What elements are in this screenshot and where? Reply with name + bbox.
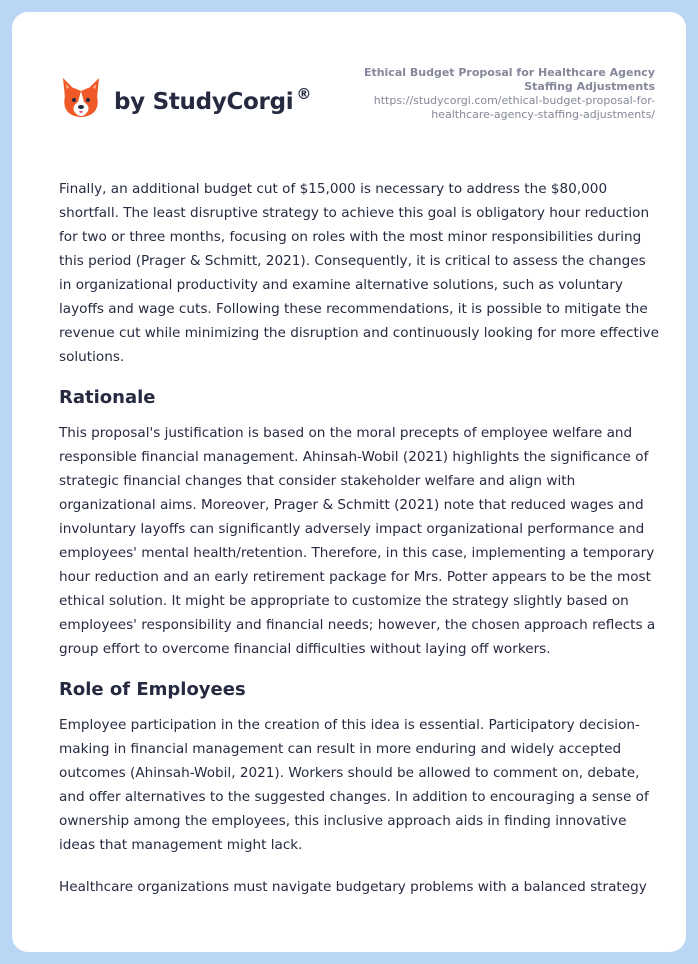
employees-paragraph: Employee participation in the creation of this idea is essential. Participatory decision-making in financial management can result in more enduring and widely accepted outcomes (Ahinsah-Wobil, 2021). Workers should be allowed to comment on, debate, and offer alternatives to the suggested changes. In addition to encouraging a sense of ownership among the employees, this inclusive approach aids in finding innovative ideas that management might lack.: [59, 717, 649, 853]
employees-heading: Role of Employees: [59, 679, 246, 700]
rationale-heading: Rationale: [59, 387, 156, 408]
registered-mark: ®: [296, 85, 312, 103]
rationale-paragraph: This proposal's justification is based on the moral precepts of employee welfare and responsible financial management. Ahinsah-Wobil (2021) highlights the significance of strategic financial changes that consider stakeholder welfare and align with organizational aims. Moreover, Prager & Schmitt (2021) note that reduced wages and involuntary layoffs can significantly adversely impact organizational performance and employees' mental health/retention. Therefore, in this case, implementing a temporary hour reduction and an early retirement package for Mrs. Potter appears to be the most ethical solution. It might be appropriate to customize the strategy slightly based on employees' responsibility and financial needs; however, the chosen approach reflects a group effort to overcome financial difficulties without laying off workers.: [59, 425, 656, 657]
studycorgi-logo[interactable]: [60, 76, 311, 120]
document-title: Ethical Budget Proposal for Healthcare Agency Staffing Adjustments: [363, 66, 655, 93]
document-meta: [315, 66, 655, 122]
brand-name: by StudyCorgi ®: [114, 85, 312, 115]
intro-paragraph: Finally, an additional budget cut of $15,000 is necessary to address the $80,000 shortfall. The least disruptive strategy to achieve this goal is obligatory hour reduction for two or three months, focusing on roles with the most minor responsibilities during this period (Prager & Schmitt, 2021). Consequently, it is critical to assess the changes in organizational productivity and examine alternative solutions, such as voluntary layoffs and wage cuts. Following these recommendations, it is possible to mitigate the revenue cut while minimizing the disruption and continuously looking for more effective solutions.: [59, 181, 659, 365]
article-content: [59, 177, 659, 917]
corgi-icon: [60, 76, 102, 120]
document-url[interactable]: https://studycorgi.com/ethical-budget-proposal-for-healthcare-agency-staffing-adjustments/: [373, 94, 655, 121]
closing-paragraph: Healthcare organizations must navigate budgetary problems with a balanced strategy: [59, 879, 647, 895]
document-page: [12, 12, 686, 952]
